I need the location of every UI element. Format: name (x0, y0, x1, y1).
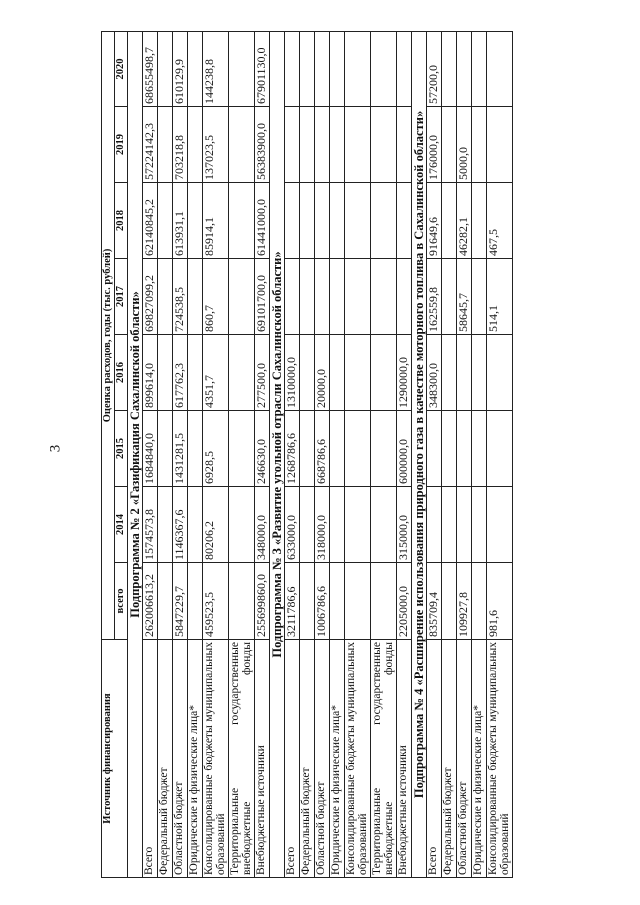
value-cell: 899614,0 (143, 335, 158, 411)
table-row (371, 31, 397, 877)
value-cell (345, 411, 371, 487)
value-cell: 467,5 (487, 183, 513, 259)
table-row (345, 31, 371, 877)
value-cell (371, 563, 397, 640)
value-cell (285, 107, 300, 183)
value-cell: 57224142,3 (143, 107, 158, 183)
value-cell (188, 31, 203, 106)
value-cell: 1431281,5 (173, 411, 188, 487)
value-cell (371, 335, 397, 411)
value-cell (158, 107, 173, 183)
value-cell (188, 563, 203, 640)
value-cell: 318000,0 (315, 487, 330, 563)
table-row (315, 31, 330, 877)
value-cell (371, 487, 397, 563)
value-cell: 1310000,0 (285, 335, 300, 411)
page-number: 3 (47, 444, 64, 453)
value-cell: 315000,0 (397, 487, 412, 563)
section-title: Подпрограмма № 4 «Расширение использования природного газа в качестве моторного топлива в Сахалинской области» (412, 31, 427, 877)
value-cell (457, 335, 472, 411)
value-cell: 703218,8 (173, 107, 188, 183)
value-cell: 277500,0 (255, 335, 270, 411)
value-cell (345, 183, 371, 259)
header-year: 2020 (115, 31, 128, 106)
value-cell (300, 411, 315, 487)
table-row (457, 31, 472, 877)
value-cell (158, 563, 173, 640)
value-cell: 1146367,6 (173, 487, 188, 563)
value-cell: 255699860,0 (255, 563, 270, 640)
value-cell (158, 335, 173, 411)
value-cell (300, 335, 315, 411)
value-cell (330, 31, 345, 106)
value-cell (330, 563, 345, 640)
value-cell (158, 411, 173, 487)
value-cell: 144238,8 (203, 31, 229, 106)
value-cell: 85914,1 (203, 183, 229, 259)
value-cell (285, 183, 300, 259)
value-cell: 3211786,6 (285, 563, 300, 640)
value-cell (397, 183, 412, 259)
table-row (203, 31, 229, 877)
row-label: Областной бюджет (457, 640, 472, 878)
value-cell (442, 183, 457, 259)
value-cell: 69827099,2 (143, 259, 158, 335)
value-cell (188, 259, 203, 335)
row-label: Областной бюджет (315, 640, 330, 878)
value-cell (345, 335, 371, 411)
value-cell (345, 259, 371, 335)
value-cell: 69101700,0 (255, 259, 270, 335)
value-cell (158, 487, 173, 563)
row-label: Федеральный бюджет (300, 640, 315, 878)
value-cell: 2205000,0 (397, 563, 412, 640)
value-cell: 1268786,6 (285, 411, 300, 487)
row-label: Всего (427, 640, 442, 878)
value-cell (345, 563, 371, 640)
value-cell (158, 31, 173, 106)
value-cell: 617762,3 (173, 335, 188, 411)
value-cell (229, 487, 255, 563)
value-cell: 58645,7 (457, 259, 472, 335)
header-year: 2016 (115, 335, 128, 411)
value-cell (472, 107, 487, 183)
header-year: 2014 (115, 487, 128, 563)
value-cell: 80206,2 (203, 487, 229, 563)
value-cell (472, 259, 487, 335)
value-cell (330, 107, 345, 183)
value-cell: 6928,5 (203, 411, 229, 487)
value-cell (371, 259, 397, 335)
value-cell (472, 563, 487, 640)
value-cell (300, 563, 315, 640)
value-cell (442, 107, 457, 183)
row-label: Внебюджетные источники (397, 640, 412, 878)
value-cell: 724538,5 (173, 259, 188, 335)
value-cell: 348300,0 (427, 335, 442, 411)
header-group-title: Оценка расходов, годы (тыс. рублей) (102, 31, 115, 639)
value-cell (300, 259, 315, 335)
financing-table (101, 31, 513, 878)
value-cell: 56383900,0 (255, 107, 270, 183)
value-cell: 600000,0 (397, 411, 412, 487)
value-cell (397, 31, 412, 106)
value-cell (457, 411, 472, 487)
value-cell: 4351,7 (203, 335, 229, 411)
value-cell (442, 335, 457, 411)
row-label: Внебюджетные источники (255, 640, 270, 878)
value-cell: 57200,0 (427, 31, 442, 106)
value-cell (188, 335, 203, 411)
value-cell: 668786,6 (315, 411, 330, 487)
value-cell (158, 259, 173, 335)
value-cell (371, 411, 397, 487)
value-cell (188, 411, 203, 487)
value-cell (442, 563, 457, 640)
value-cell (397, 107, 412, 183)
row-label: Территориальные государственные внебюджетные фонды (371, 640, 397, 878)
value-cell: 62140845,2 (143, 183, 158, 259)
value-cell (315, 259, 330, 335)
value-cell (345, 31, 371, 106)
value-cell (457, 31, 472, 106)
value-cell (300, 487, 315, 563)
value-cell (457, 487, 472, 563)
header-source: Источник финансирования (102, 640, 128, 878)
table-row (472, 31, 487, 877)
value-cell: 1574573,8 (143, 487, 158, 563)
value-cell: 610129,9 (173, 31, 188, 106)
table-row (427, 31, 442, 877)
row-label: Юридические и физические лица* (330, 640, 345, 878)
value-cell (300, 183, 315, 259)
value-cell: 514,1 (487, 259, 513, 335)
value-cell: 162559,8 (427, 259, 442, 335)
header-year: 2015 (115, 411, 128, 487)
value-cell: 5000,0 (457, 107, 472, 183)
value-cell (330, 335, 345, 411)
row-label: Федеральный бюджет (442, 640, 457, 878)
value-cell (371, 31, 397, 106)
value-cell (427, 487, 442, 563)
value-cell (300, 31, 315, 106)
row-label: Всего (143, 640, 158, 878)
value-cell (315, 31, 330, 106)
row-label: Консолидированные бюджеты муниципальных образований (345, 640, 371, 878)
value-cell (345, 487, 371, 563)
row-label: Всего (285, 640, 300, 878)
table-row (255, 31, 270, 877)
value-cell: 835709,4 (427, 563, 442, 640)
value-cell (229, 31, 255, 106)
value-cell: 68655498,7 (143, 31, 158, 106)
table-row (229, 31, 255, 877)
value-cell (229, 335, 255, 411)
value-cell: 262006613,2 (143, 563, 158, 640)
value-cell (397, 259, 412, 335)
row-label: Территориальные государственные внебюджетные фонды (229, 640, 255, 878)
value-cell (472, 487, 487, 563)
table-row (285, 31, 300, 877)
value-cell: 1006786,6 (315, 563, 330, 640)
value-cell: 459523,5 (203, 563, 229, 640)
rotated-table-wrapper (101, 32, 595, 878)
header-year: 2019 (115, 107, 128, 183)
value-cell (472, 335, 487, 411)
value-cell (487, 107, 513, 183)
value-cell (315, 183, 330, 259)
value-cell: 633000,0 (285, 487, 300, 563)
value-cell: 348000,0 (255, 487, 270, 563)
value-cell: 246630,0 (255, 411, 270, 487)
value-cell (487, 335, 513, 411)
value-cell: 1684840,0 (143, 411, 158, 487)
row-label: Юридические и физические лица* (188, 640, 203, 878)
value-cell: 109927,8 (457, 563, 472, 640)
value-cell: 860,7 (203, 259, 229, 335)
value-cell: 613931,1 (173, 183, 188, 259)
value-cell (229, 183, 255, 259)
value-cell (285, 31, 300, 106)
value-cell (427, 411, 442, 487)
value-cell (442, 259, 457, 335)
header-year: 2017 (115, 259, 128, 335)
value-cell (345, 107, 371, 183)
section-title: Подпрограмма № 3 «Развитие угольной отрасли Сахалинской области» (270, 31, 285, 877)
value-cell: 91649,6 (427, 183, 442, 259)
table-row (300, 31, 315, 877)
value-cell (188, 107, 203, 183)
value-cell (442, 487, 457, 563)
value-cell (158, 183, 173, 259)
value-cell (330, 259, 345, 335)
value-cell (487, 31, 513, 106)
row-label: Юридические и физические лица* (472, 640, 487, 878)
value-cell (371, 107, 397, 183)
value-cell (442, 31, 457, 106)
table-row (397, 31, 412, 877)
value-cell: 5847229,7 (173, 563, 188, 640)
value-cell (487, 487, 513, 563)
value-cell: 1290000,0 (397, 335, 412, 411)
section-title: Подпрограмма № 2 «Газификация Сахалинской области» (128, 31, 143, 877)
header-year: 2018 (115, 183, 128, 259)
value-cell (487, 411, 513, 487)
value-cell: 61441000,0 (255, 183, 270, 259)
table-row (158, 31, 173, 877)
row-label: Федеральный бюджет (158, 640, 173, 878)
value-cell (315, 107, 330, 183)
value-cell: 981,6 (487, 563, 513, 640)
table-row (442, 31, 457, 877)
value-cell: 137023,5 (203, 107, 229, 183)
value-cell: 67901130,0 (255, 31, 270, 106)
value-cell (300, 107, 315, 183)
row-label: Областной бюджет (173, 640, 188, 878)
value-cell (188, 487, 203, 563)
row-label: Консолидированные бюджеты муниципальных образований (203, 640, 229, 878)
table-row (143, 31, 158, 877)
value-cell: 46282,1 (457, 183, 472, 259)
value-cell (330, 183, 345, 259)
header-year: всего (115, 563, 128, 640)
row-label: Консолидированные бюджеты муниципальных образований (487, 640, 513, 878)
table-row (173, 31, 188, 877)
value-cell (229, 259, 255, 335)
table-row (487, 31, 513, 877)
value-cell (229, 107, 255, 183)
value-cell (229, 563, 255, 640)
value-cell (330, 411, 345, 487)
table-row (330, 31, 345, 877)
table-row (188, 31, 203, 877)
value-cell (188, 183, 203, 259)
value-cell (472, 31, 487, 106)
value-cell: 20000,0 (315, 335, 330, 411)
value-cell (472, 411, 487, 487)
value-cell (330, 487, 345, 563)
value-cell (472, 183, 487, 259)
value-cell (229, 411, 255, 487)
value-cell (442, 411, 457, 487)
value-cell (285, 259, 300, 335)
value-cell (371, 183, 397, 259)
value-cell: 176000,0 (427, 107, 442, 183)
